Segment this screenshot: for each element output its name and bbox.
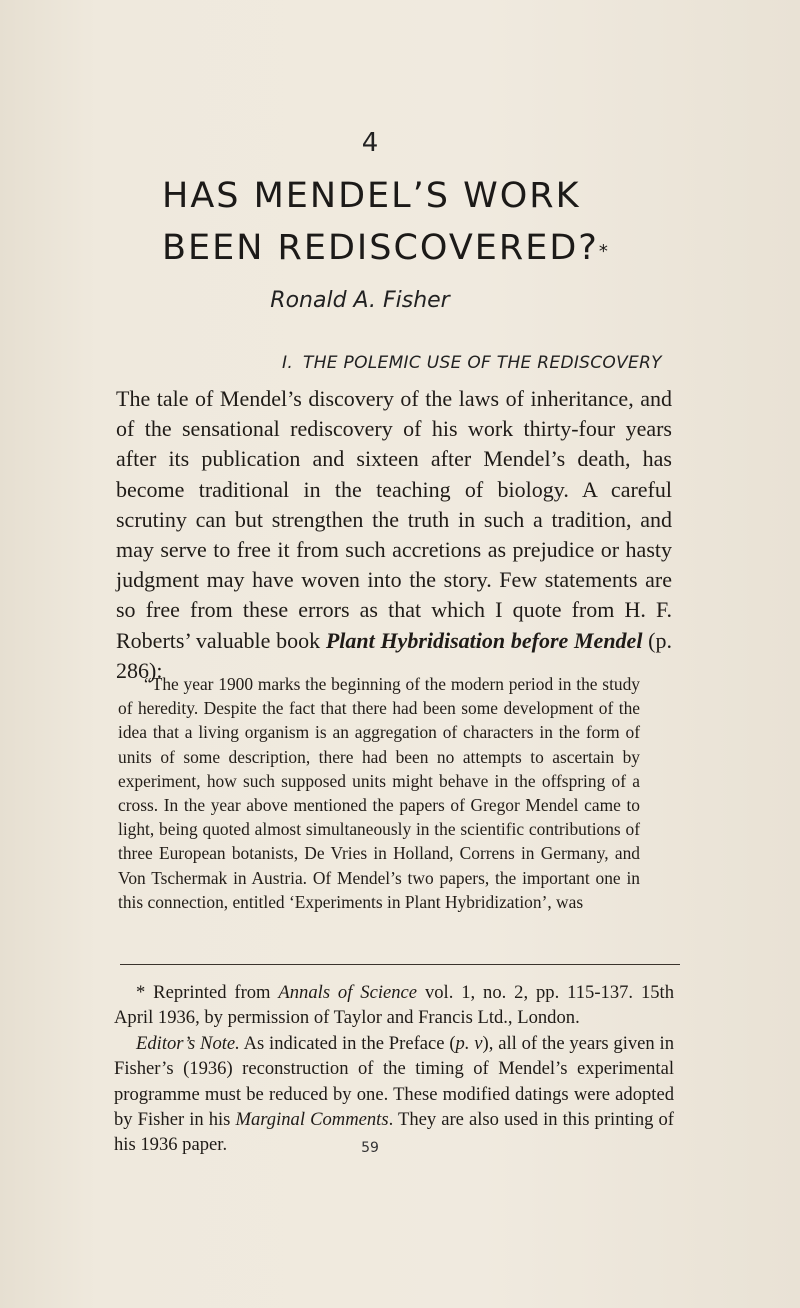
footnote-marker: * [136, 982, 146, 1003]
editors-note-label: Editor’s Note. [136, 1032, 240, 1054]
chapter-title-line-2-text: BEEN REDISCOVERED? [162, 228, 599, 268]
body-text-after: (p. 286): [116, 627, 672, 683]
chapter-title-line-2 [162, 222, 722, 274]
section-number: I. [282, 353, 294, 373]
body-paragraph [116, 384, 672, 686]
editors-note-after: . They are also used in this printing of his 1936 paper. [114, 1109, 674, 1156]
section-heading [282, 353, 662, 373]
body-text [116, 384, 672, 686]
editors-note [114, 1031, 674, 1158]
block-quote [118, 672, 640, 914]
book-title: Plant Hybridisation before Mendel [325, 627, 643, 653]
journal-title: Annals of Science [278, 982, 418, 1003]
preface-reference: p. v [455, 1032, 483, 1054]
author-name: Ronald A. Fisher [270, 288, 450, 313]
footnote [114, 980, 674, 1158]
marginal-comments-title: Marginal Comments [235, 1109, 389, 1131]
reprint-text-before: Reprinted from [145, 982, 279, 1003]
chapter-title-line-1: HAS MENDEL’S WORK [162, 176, 581, 216]
chapter-number: 4 [361, 128, 379, 158]
section-title: THE POLEMIC USE OF THE REDISCOVERY [303, 353, 662, 373]
footnote-divider [120, 964, 680, 965]
quote-text: “The year 1900 marks the beginning of the modern period in the study of heredity. Despite the fact that there had been some development of the idea that a living organism is an aggregation of characters in the form of units of some description, there had been no attempts to ascertain by experiment, how such supposed units might behave in the offspring of a cross. In the year above mentioned the papers of Gregor Mendel came to light, being quoted almost simultaneously in the scientific contributions of three European botanists, De Vries in Holland, Correns in Germany, and Von Tschermak in Austria. Of Mendel’s two papers, the important one in this connection, entitled ‘Experiments in Plant Hybridization’, was [118, 674, 640, 912]
editors-note-before: As indicated in the Preface ( [239, 1032, 456, 1054]
title-footnote-marker: * [598, 241, 610, 262]
editors-note-middle: ), all of the years given in Fisher’s (1936) reconstruction of the timing of Mendel’s experimental programme must be reduced by one. These modified datings were adopted by Fisher in his [114, 1032, 675, 1131]
reprint-text-after: vol. 1, no. 2, pp. 115-137. 15th April 1936, by permission of Taylor and Francis Ltd., London. [114, 982, 674, 1029]
footnote-reprint [114, 980, 674, 1031]
body-text-before: The tale of Mendel’s discovery of the laws of inheritance, and of the sensational rediscovery of his work thirty-four years after its publication and sixteen after Mendel’s death, has become traditional in the teaching of biology. A careful scrutiny can but strengthen the truth in such a tradition, and may serve to free it from such accretions as prejudice or hasty judgment may have woven into the story. Few statements are so free from these errors as that which I quote from H. F. Roberts’ valuable book [116, 386, 672, 653]
page-number: 59 [361, 1140, 379, 1156]
chapter-title [162, 170, 722, 274]
